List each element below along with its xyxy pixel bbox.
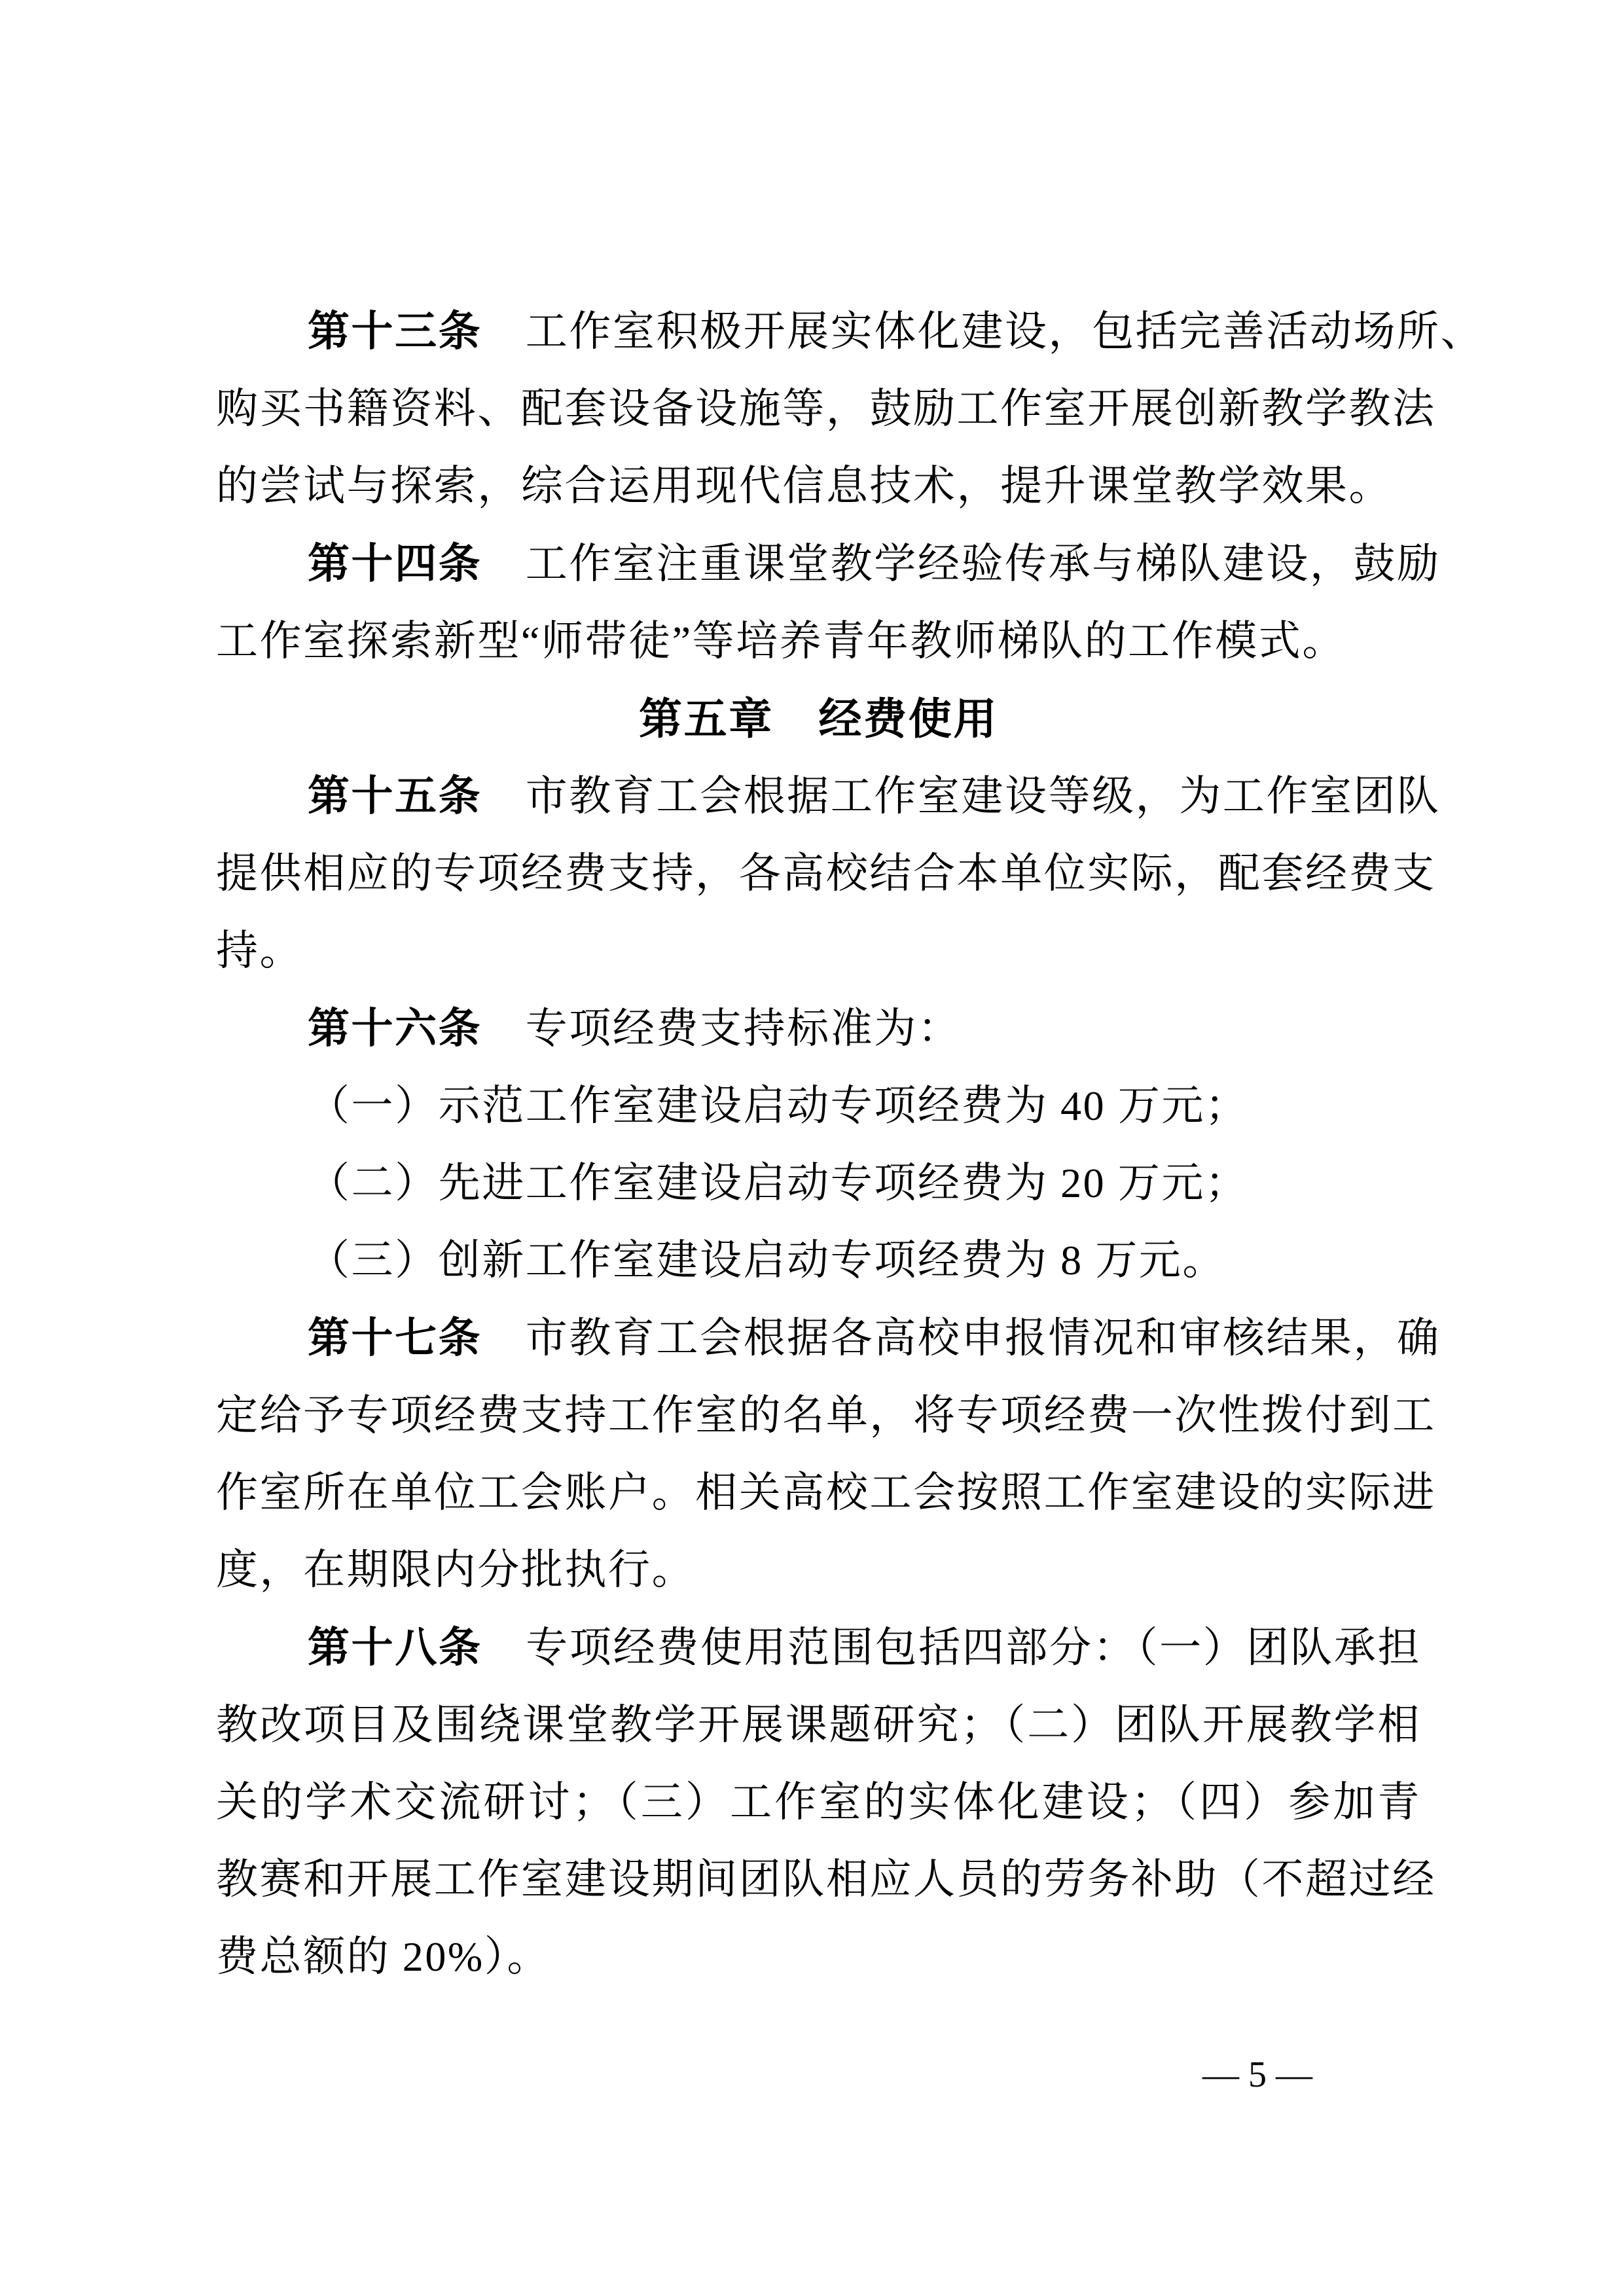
article-paragraph: [216, 293, 1485, 525]
text-line: （二）先进工作室建设启动专项经费为 20 万元；: [308, 1160, 1249, 1206]
text-line: 教赛和开展工作室建设期间团队相应人员的劳务补助（不超过经: [216, 1856, 1436, 1903]
article-paragraph: [216, 1609, 1436, 1996]
text-line: 第十五条 市教育工会根据工作室建设等级，为工作室团队: [308, 772, 1441, 819]
article-number: 第十五条: [308, 772, 482, 819]
text-line: 关的学术交流研讨；（三）工作室的实体化建设；（四）参加青: [216, 1779, 1421, 1825]
article-number: 第十四条: [308, 540, 482, 587]
list-item: [216, 1222, 1421, 1299]
text-line: 第十七条 市教育工会根据各高校申报情况和审核结果，确: [308, 1314, 1441, 1361]
text-line: 度，在期限内分批执行。: [216, 1547, 696, 1593]
text-line: 教改项目及围绕课堂教学开展课题研究；（二）团队开展教学相: [216, 1702, 1421, 1748]
article-paragraph: [216, 990, 1421, 1067]
text-line: 定给予专项经费支持工作室的名单，将专项经费一次性拨付到工: [216, 1392, 1436, 1439]
article-number: 第十三条: [308, 308, 482, 355]
list-item: [216, 1145, 1421, 1222]
article-paragraph: [216, 1299, 1441, 1609]
article-number: 第十六条: [308, 1005, 482, 1052]
document-body: [216, 293, 1485, 1996]
article-number: 第十八条: [308, 1624, 482, 1671]
chapter-heading: [216, 680, 1421, 757]
list-item: [216, 1067, 1421, 1145]
text-line: 工作室探索新型“师带徒”等培养青年教师梯队的工作模式。: [216, 618, 1346, 664]
text-line: 第十三条 工作室积极开展实体化建设，包括完善活动场所、: [308, 308, 1485, 355]
text-line: 作室所在单位工会账户。相关高校工会按照工作室建设的实际进: [216, 1469, 1436, 1516]
text-line: 的尝试与探索，综合运用现代信息技术，提升课堂教学效果。: [216, 463, 1393, 509]
text-line: 持。: [216, 927, 304, 974]
article-number: 第十七条: [308, 1314, 482, 1361]
text-line: 购买书籍资料、配套设备设施等，鼓励工作室开展创新教学教法: [216, 386, 1436, 432]
text-line: 第十八条 专项经费使用范围包括四部分：（一）团队承担: [308, 1624, 1421, 1671]
text-line: 提供相应的专项经费支持，各高校结合本单位实际，配套经费支: [216, 850, 1436, 897]
text-line: 费总额的 20%）。: [216, 1933, 550, 1980]
text-line: 第十六条 专项经费支持标准为：: [308, 1005, 962, 1052]
article-paragraph: [216, 757, 1441, 990]
chapter-heading-line: 第五章 经费使用: [638, 694, 999, 743]
article-paragraph: [216, 525, 1441, 680]
text-line: 第十四条 工作室注重课堂教学经验传承与梯队建设，鼓励: [308, 540, 1441, 587]
page-number: — 5 —: [1202, 2054, 1312, 2095]
text-line: （一）示范工作室建设启动专项经费为 40 万元；: [308, 1083, 1249, 1129]
text-line: （三）创新工作室建设启动专项经费为 8 万元。: [308, 1237, 1226, 1283]
